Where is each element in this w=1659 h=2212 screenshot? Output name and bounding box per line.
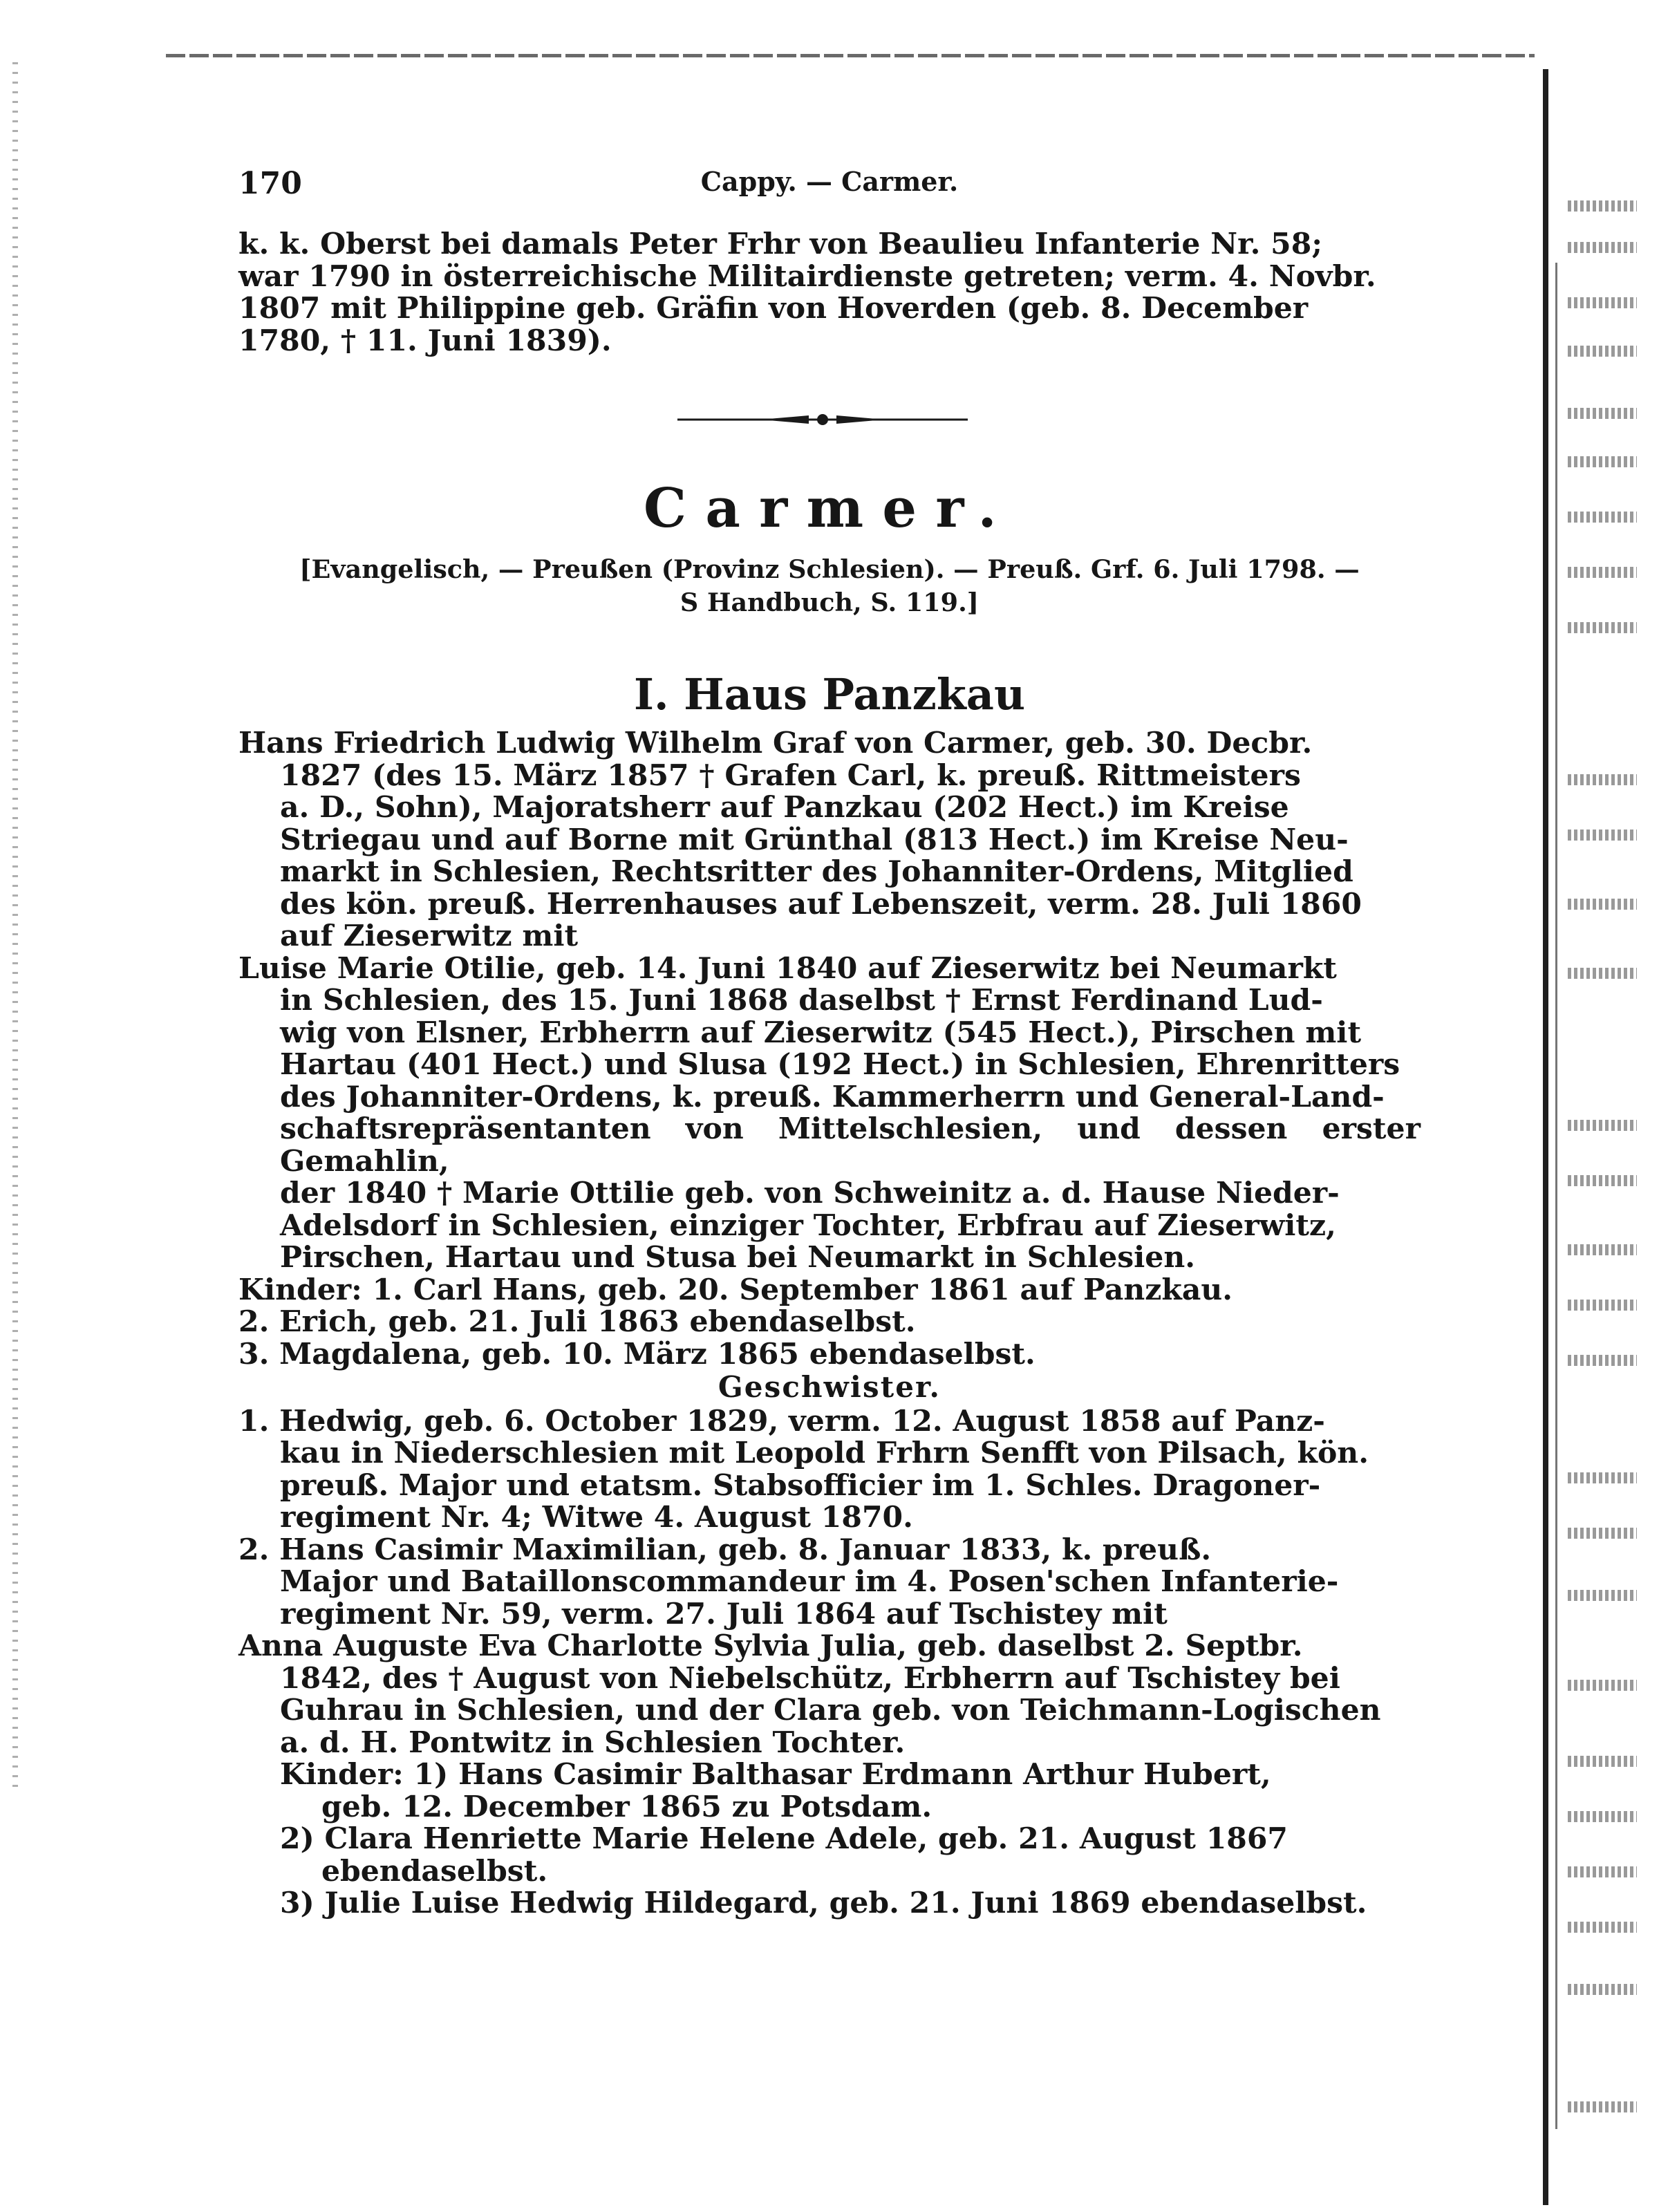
sibling-spouse-entry: [238, 1630, 1421, 1759]
text-line: a. d. H. Pontwitz in Schlesien Tochter.: [280, 1725, 906, 1760]
list-item: 3. Magdalena, geb. 10. März 1865 ebendaselbst.: [238, 1336, 1035, 1371]
text-line: Guhrau in Schlesien, und der Clara geb. von Teichmann-Logischen: [280, 1693, 1381, 1727]
list-item: 3) Julie Luise Hedwig Hildegard, geb. 21. Juni 1869 ebendaselbst.: [280, 1886, 1367, 1920]
text-line: des Johanniter-Ordens, k. preuß. Kammerherrn und General-Land-: [280, 1079, 1385, 1114]
continuation-paragraph: [238, 228, 1421, 357]
sibling-children-list: [238, 1759, 1421, 1920]
text-line: Adelsdorf in Schlesien, einziger Tochter, Erbfrau auf Zieserwitz,: [280, 1208, 1336, 1243]
text-line: Luise Marie Otilie, geb. 14. Juni 1840 auf Zieserwitz bei Neumarkt: [238, 950, 1337, 986]
text-line: des kön. preuß. Herrenhauses auf Lebenszeit, verm. 28. Juli 1860: [280, 886, 1362, 921]
text-line: wig von Elsner, Erbherrn auf Zieserwitz (545 Hect.), Pirschen mit: [280, 1015, 1362, 1050]
text-line: war 1790 in österreichische Militairdienste getreten; verm. 4. Novbr.: [238, 259, 1376, 294]
scan-edge-speckle: [12, 62, 18, 1790]
list-item: ebendaselbst.: [321, 1853, 548, 1888]
text-line: in Schlesien, des 15. Juni 1868 daselbst † Ernst Ferdinand Lud-: [280, 983, 1323, 1018]
house-heading: I. Haus Panzkau: [633, 669, 1026, 720]
section-title: Carmer.: [643, 477, 1016, 540]
text-line: Major und Bataillonscommandeur im 4. Posen'schen Infanterie-: [280, 1564, 1339, 1599]
text-line: 2. Hans Casimir Maximilian, geb. 8. Januar 1833, k. preuß.: [238, 1532, 1212, 1567]
head-entry: [238, 727, 1421, 953]
text-line: k. k. Oberst bei damals Peter Frhr von Beaulieu Infanterie Nr. 58;: [238, 227, 1323, 261]
list-item: Kinder: 1. Carl Hans, geb. 20. September 1861 auf Panzkau.: [238, 1272, 1233, 1307]
section-divider-ornament: [677, 411, 968, 428]
page-number: 170: [238, 166, 302, 201]
text-line: 1807 mit Philippine geb. Gräfin von Hoverden (geb. 8. December: [238, 291, 1309, 326]
adjacent-page-margin: [1568, 97, 1658, 2198]
text-line: regiment Nr. 59, verm. 27. Juli 1864 auf Tschistey mit: [280, 1596, 1168, 1631]
page-header: [238, 166, 1421, 207]
metadata-line: S Handbuch, S. 119.]: [679, 588, 980, 617]
text-line: a. D., Sohn), Majoratsherr auf Panzkau (202 Hect.) im Kreise: [280, 790, 1289, 825]
section-metadata: [238, 553, 1421, 619]
list-item: geb. 12. December 1865 zu Potsdam.: [321, 1789, 932, 1824]
spouse-entry: [238, 950, 1421, 1275]
text-line: kau in Niederschlesien mit Leopold Frhrn Senfft von Pilsach, kön.: [280, 1436, 1369, 1470]
genealogy-body: [238, 727, 1421, 1920]
text-line: 1. Hedwig, geb. 6. October 1829, verm. 12. August 1858 auf Panz-: [238, 1403, 1325, 1438]
text-line: Pirschen, Hartau und Stusa bei Neumarkt in Schlesien.: [280, 1240, 1196, 1275]
text-line: markt in Schlesien, Rechtsritter des Johanniter-Ordens, Mitglied: [280, 854, 1353, 889]
text-line: schaftsrepräsentanten von Mittelschlesien, und dessen erster Gemahlin,: [280, 1112, 1421, 1179]
text-line: Hans Friedrich Ludwig Wilhelm Graf von Carmer, geb. 30. Decbr.: [238, 726, 1313, 760]
sibling-entry: [238, 1405, 1421, 1534]
text-line: regiment Nr. 4; Witwe 4. August 1870.: [280, 1500, 913, 1535]
scan-right-line: [1555, 263, 1557, 2129]
siblings-heading: Geschwister.: [718, 1370, 941, 1404]
list-item: Kinder: 1) Hans Casimir Balthasar Erdmann Arthur Hubert,: [280, 1757, 1271, 1792]
text-line: Striegau und auf Borne mit Grünthal (813 Hect.) im Kreise Neu-: [280, 822, 1349, 857]
text-line: Hartau (401 Hect.) und Slusa (192 Hect.) in Schlesien, Ehrenritters: [280, 1047, 1400, 1082]
text-line: 1780, † 11. Juni 1839).: [238, 323, 612, 358]
running-head: Cappy. — Carmer.: [700, 166, 959, 197]
text-line: auf Zieserwitz mit: [280, 919, 579, 953]
list-item: 2) Clara Henriette Marie Helene Adele, geb. 21. August 1867: [280, 1821, 1288, 1856]
metadata-line: [Evangelisch, — Preußen (Provinz Schlesien). — Preuß. Grf. 6. Juli 1798. —: [299, 554, 1360, 584]
children-list: [238, 1274, 1421, 1371]
text-line: 1827 (des 15. März 1857 † Grafen Carl, k. preuß. Rittmeisters: [280, 758, 1301, 793]
text-line: preuß. Major und etatsm. Stabsofficier im 1. Schles. Dragoner-: [280, 1468, 1321, 1503]
list-item: 2. Erich, geb. 21. Juli 1863 ebendaselbst.: [238, 1304, 916, 1339]
text-line: 1842, des † August von Niebelschütz, Erbherrn auf Tschistey bei: [280, 1660, 1340, 1696]
scan-right-frame: [1543, 69, 1548, 2205]
scan-top-rule: [166, 54, 1535, 57]
sibling-entry: [238, 1534, 1421, 1631]
text-line: Anna Auguste Eva Charlotte Sylvia Julia, geb. daselbst 2. Septbr.: [238, 1629, 1303, 1663]
text-line: der 1840 † Marie Ottilie geb. von Schweinitz a. d. Hause Nieder-: [280, 1176, 1340, 1210]
